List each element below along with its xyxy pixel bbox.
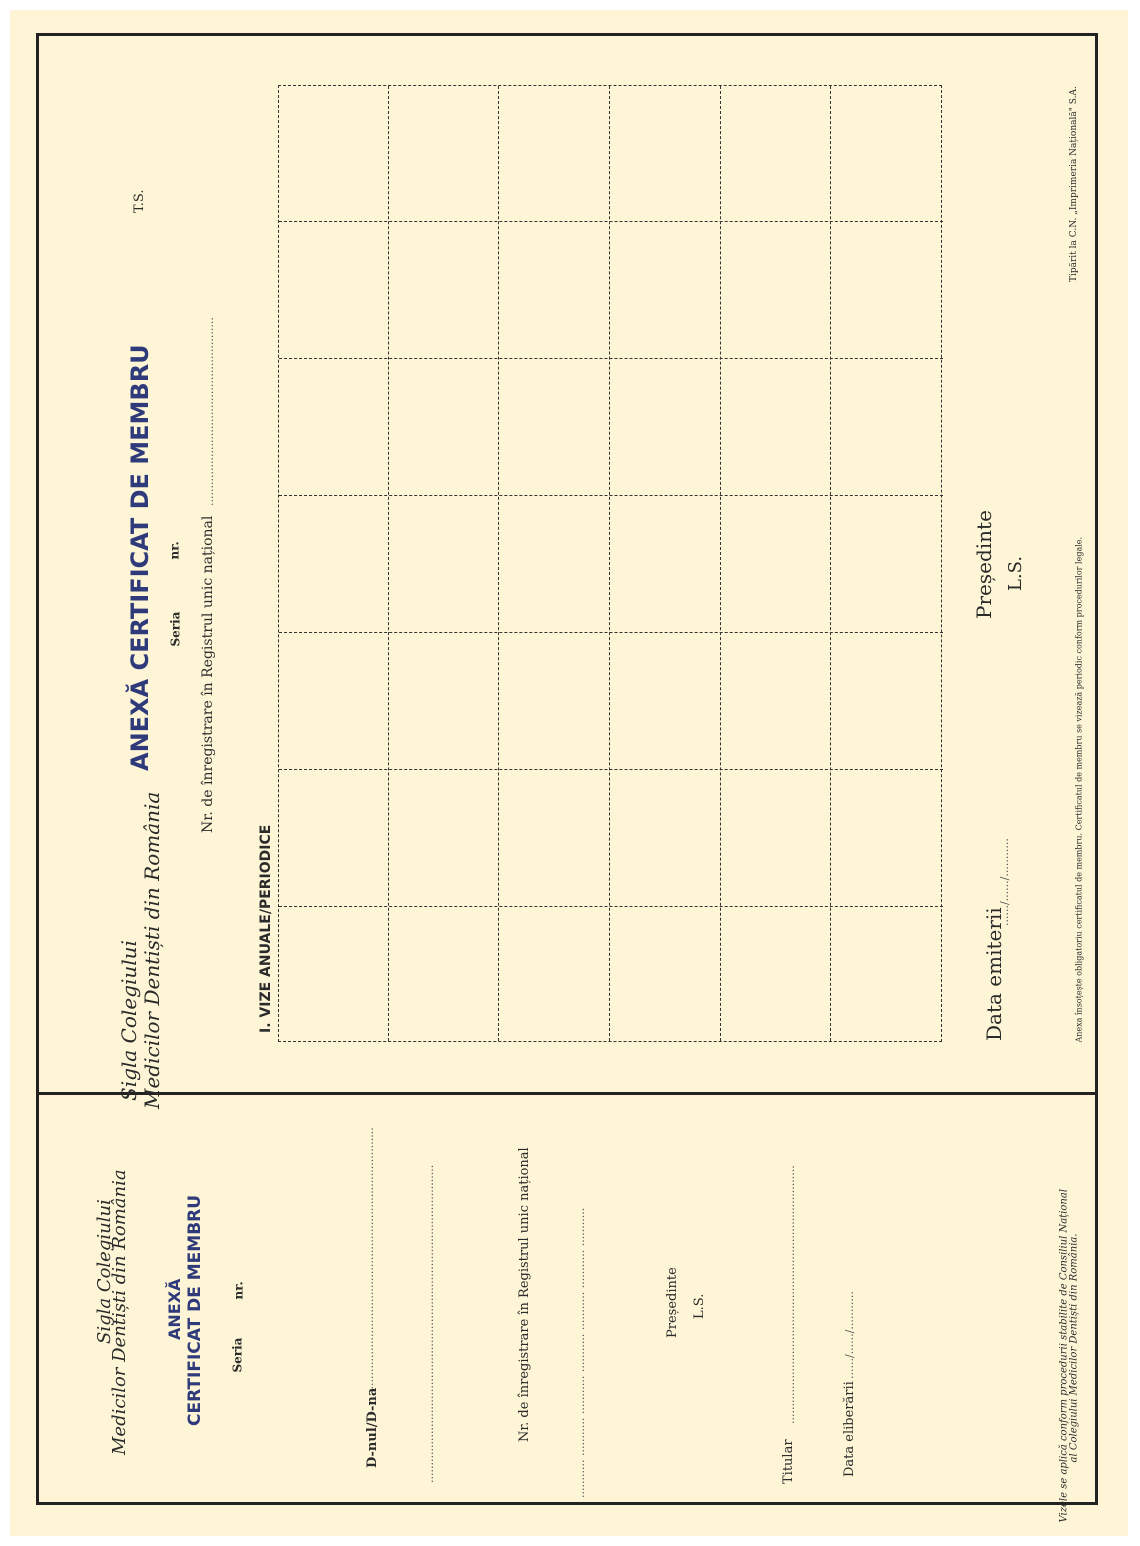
right-ts: T.S. — [132, 189, 147, 213]
right-title: ANEXĂ CERTIFICAT DE MEMBRU — [126, 344, 154, 771]
left-titular-label: Titular — [781, 1439, 796, 1484]
left-nr-label: nr. — [231, 1281, 246, 1300]
left-sigla-line2: Medicilor Dentiști din România — [109, 1169, 130, 1455]
visa-grid-col-line — [279, 495, 943, 496]
visa-grid-row-line — [830, 86, 831, 1041]
visa-grid-col-line — [279, 906, 943, 907]
right-registru-dots: ...................................................... — [203, 317, 216, 506]
left-dnul-label: D-nul/D-na — [365, 1387, 380, 1468]
right-sigla-line2: Medicilor Dentiști din România — [140, 791, 164, 1109]
visa-grid-col-line — [279, 632, 943, 633]
left-sigla-line1: Sigla Colegiului — [94, 1199, 115, 1344]
left-presedinte: Președinte — [665, 1267, 680, 1338]
left-titular-dots: .......................................................................... — [784, 1165, 797, 1424]
visa-grid-col-line — [279, 221, 943, 222]
visa-grid-row-line — [498, 86, 499, 1041]
left-blank-line: ........................................................................................... — [423, 1164, 436, 1483]
visa-grid-row-line — [720, 86, 721, 1041]
left-data-eliberarii-label: Data eliberării — [842, 1381, 857, 1477]
visa-grid-col-line — [279, 769, 943, 770]
left-data-eliberarii-value: ....../....../........... — [843, 1291, 856, 1379]
right-sigla-line1: Sigla Colegiului — [117, 940, 141, 1101]
left-dnul-dots: ............................................................................ — [363, 1127, 376, 1393]
visa-grid-col-line — [279, 358, 943, 359]
right-presedinte: Președinte — [972, 510, 996, 619]
right-footnote: Anexa însoțește obligatoriu certificatul de membru. Certificatul de membru se vizează periodic conform procedurilor legale. — [1074, 536, 1084, 1043]
left-title-line1: ANEXĂ — [165, 1278, 184, 1340]
left-registru-dots: ........... ........... ........... ........... ........... ........... ........... — [574, 1207, 587, 1498]
left-seria-label: Seria — [230, 1337, 245, 1373]
left-footnote-line1: Vizele se aplică conform procedurii stabilite de Consiliul Național — [1058, 1188, 1070, 1523]
left-footnote-line2: al Colegiului Medicilor Dentiști din România. — [1068, 1233, 1080, 1463]
right-printer: Tipărit la C.N. „Imprimeria Națională" S.A. — [1069, 86, 1079, 282]
visa-grid — [278, 85, 942, 1042]
visa-grid-row-line — [609, 86, 610, 1041]
right-vize-heading: I. VIZE ANUALE/PERIODICE — [258, 824, 274, 1033]
right-ls: L.S. — [1005, 555, 1026, 591]
panel-divider — [36, 1092, 1098, 1095]
left-registru-label: Nr. de înregistrare în Registrul unic național — [517, 1147, 532, 1442]
right-registru-label: Nr. de înregistrare în Registrul unic național — [200, 515, 216, 833]
right-nr-label: nr. — [167, 541, 182, 560]
left-ls: L.S. — [692, 1293, 707, 1319]
visa-grid-row-line — [388, 86, 389, 1041]
right-data-emiterii-value: ....../....../........... — [998, 838, 1011, 926]
right-data-emiterii-label: Data emiterii — [982, 907, 1006, 1041]
left-title-line2: CERTIFICAT DE MEMBRU — [185, 1194, 205, 1426]
right-seria-label: Seria — [168, 611, 183, 647]
